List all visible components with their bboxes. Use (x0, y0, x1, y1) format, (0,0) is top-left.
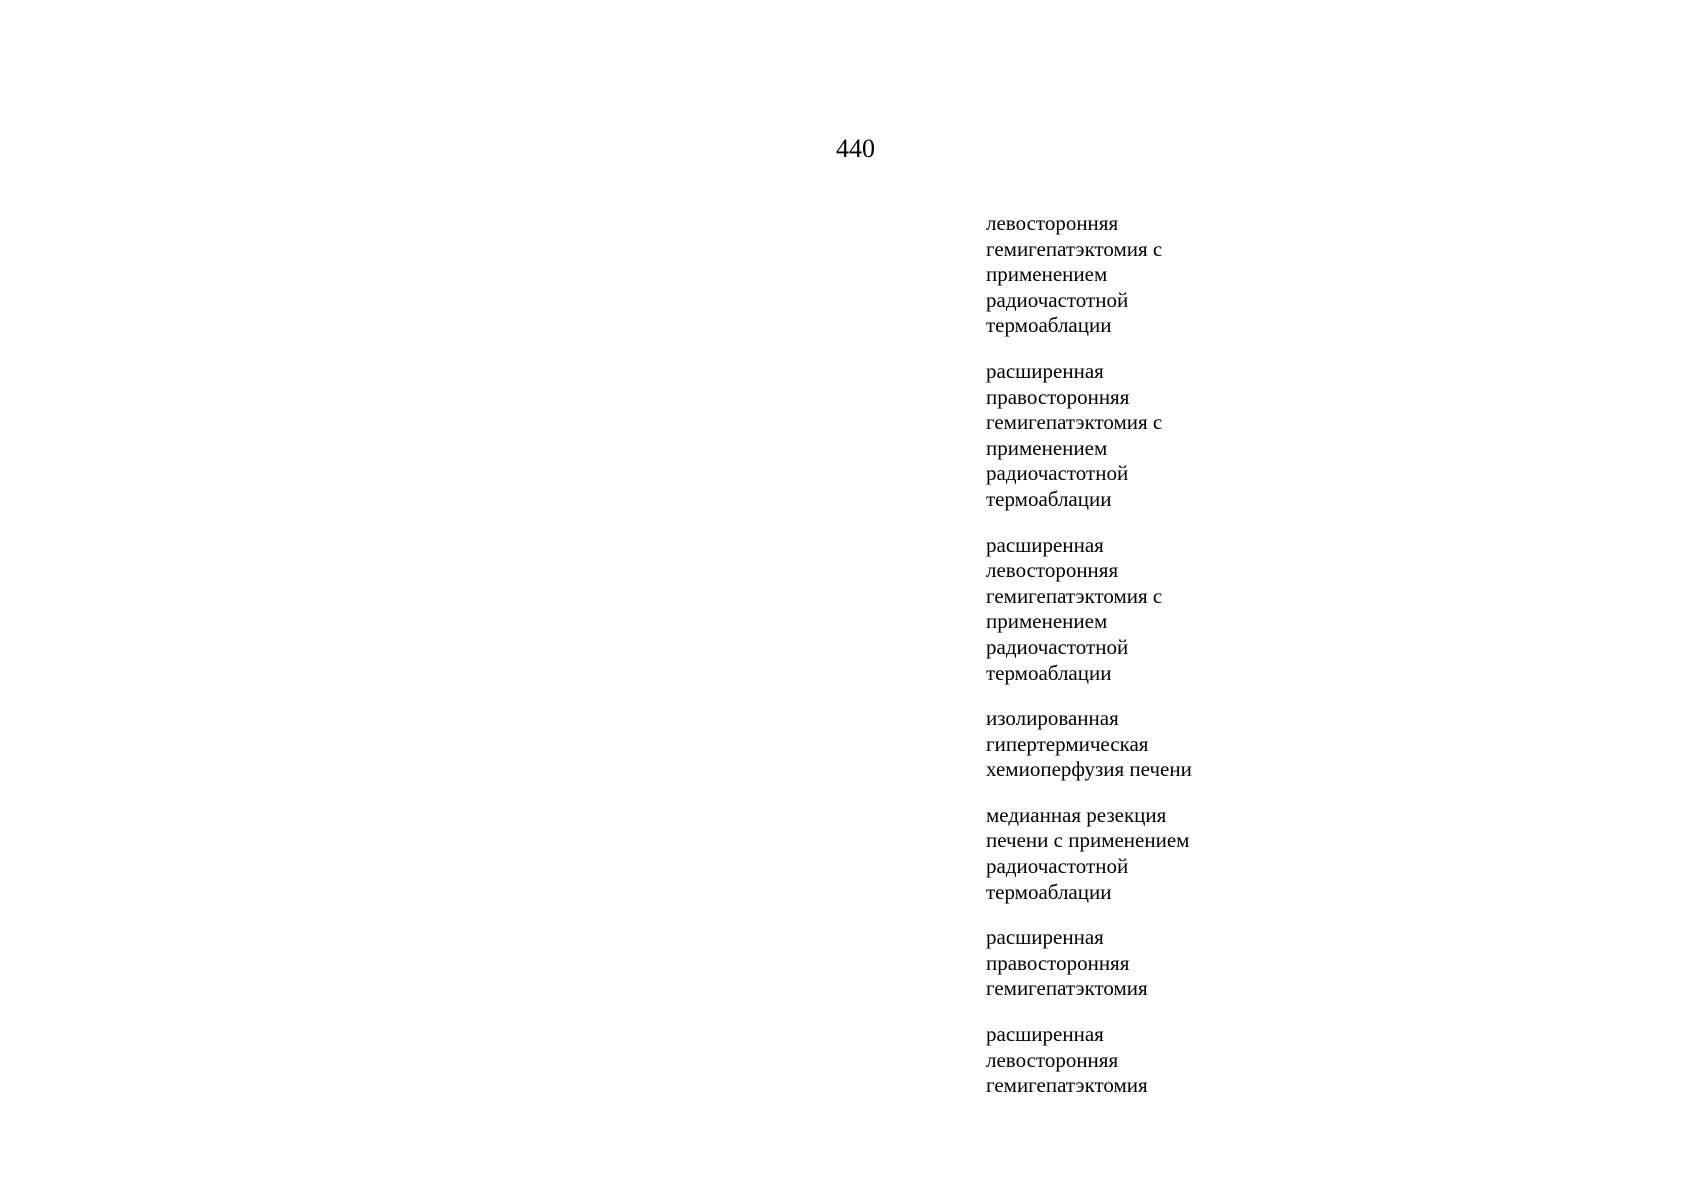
procedure-entry: расширенная левосторонняя гемигепатэктомия (986, 1022, 1148, 1098)
procedure-entry: расширенная правосторонняя гемигепатэктомия с применением радиочастотной термоаблации (986, 358, 1163, 511)
procedure-entry: медианная резекция печени с применением радиочастотной термоаблации (986, 802, 1190, 904)
procedure-entry: расширенная левосторонняя гемигепатэктомия с применением радиочастотной термоаблации (986, 532, 1163, 685)
page-number: 440 (836, 134, 875, 163)
procedure-entry: расширенная правосторонняя гемигепатэктомия (986, 925, 1148, 1001)
procedure-entry: изолированная гипертермическая хемиоперфузия печени (986, 706, 1192, 782)
procedure-entry: левосторонняя гемигепатэктомия с применением радиочастотной термоаблации (986, 211, 1163, 338)
procedure-list (986, 211, 1246, 1119)
